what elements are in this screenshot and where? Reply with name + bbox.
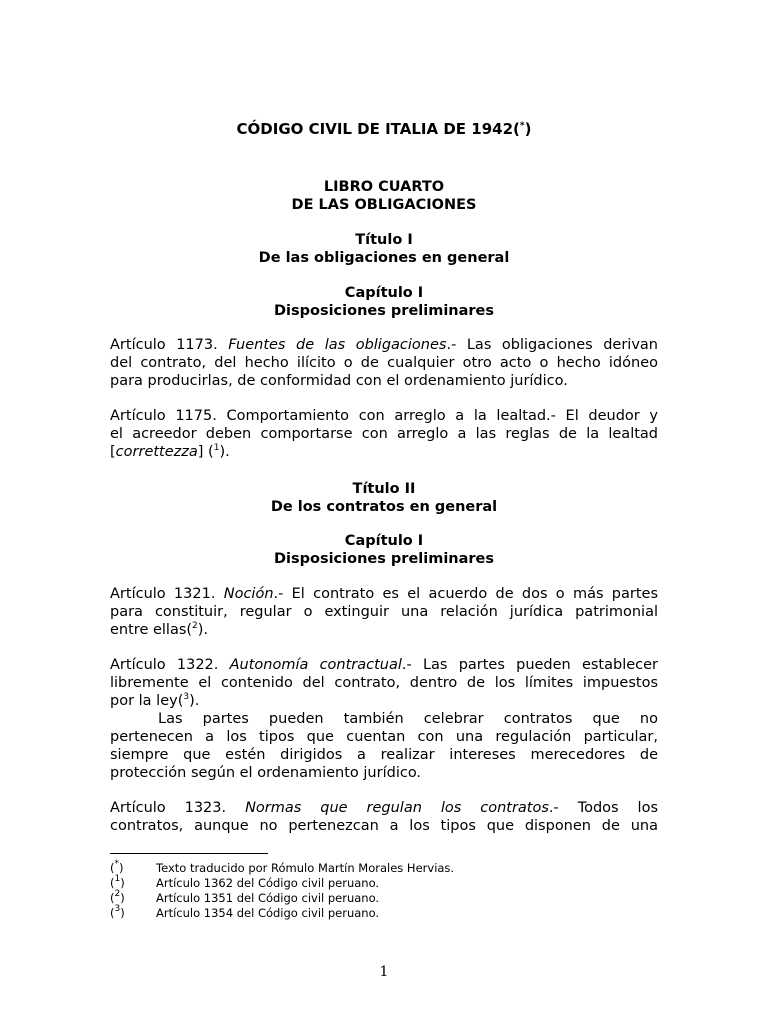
title-two-heading: Título II De los contratos en general [270, 481, 498, 515]
footnote-item: ($^1$) Artículo 1362 del Código civil peruano. [110, 874, 380, 890]
chapter-one-heading: Capítulo I Disposiciones preliminares [273, 285, 495, 319]
footnote-item: ($^3$) Artículo 1354 del Código civil peruano. [110, 904, 380, 920]
footnote-item: (*) Texto traducido por Rómulo Martín Morales Hervias. [110, 859, 455, 875]
footnote-divider [110, 853, 268, 854]
article-1173: Artículo 1173. Fuentes de las obligaciones.- Las obligaciones derivan del contrato, del hecho ilícito o de cualquier otro acto o hecho idóneo para producirlas, de conformidad con el ordenamiento jurídico. [110, 337, 658, 389]
title-one-heading: Título I De las obligaciones en general [258, 232, 510, 266]
article-1322: Artículo 1322. Autonomía contractual.- Las partes pueden establecer libremente el contenido del contrato, dentro de los límites impuestos por la ley($^3$). Las partes pueden también celebrar contratos que no pertenecen a los tipos que cuentan con una regulación particular, siempre que estén dirigidos a realizar intereses merecedores de protección según el ordenamiento jurídico. [110, 657, 659, 781]
article-1321: Artículo 1321. Noción.- El contrato es el acuerdo de dos o más partes para constituir, regular o extinguir una relación jurídica patrimonial entre ellas($^2$). [110, 586, 659, 638]
article-1323: Artículo 1323. Normas que regulan los contratos.- Todos los contratos, aunque no pertenezcan a los tipos que disponen de una [110, 800, 658, 834]
article-1175: Artículo 1175. Comportamiento con arreglo a la lealtad.- El deudor y el acreedor deben comportarse con arreglo a las reglas de la lealtad [correttezza] ($^1$). [110, 408, 658, 460]
page-number: 1 [379, 964, 389, 980]
book-heading: LIBRO CUARTO DE LAS OBLIGACIONES [291, 179, 477, 213]
document-title: CÓDIGO CIVIL DE ITALIA DE 1942(*) [236, 120, 532, 138]
footnote-item: ($^2$) Artículo 1351 del Código civil peruano. [110, 889, 380, 905]
chapter-one-b-heading: Capítulo I Disposiciones preliminares [273, 533, 495, 567]
